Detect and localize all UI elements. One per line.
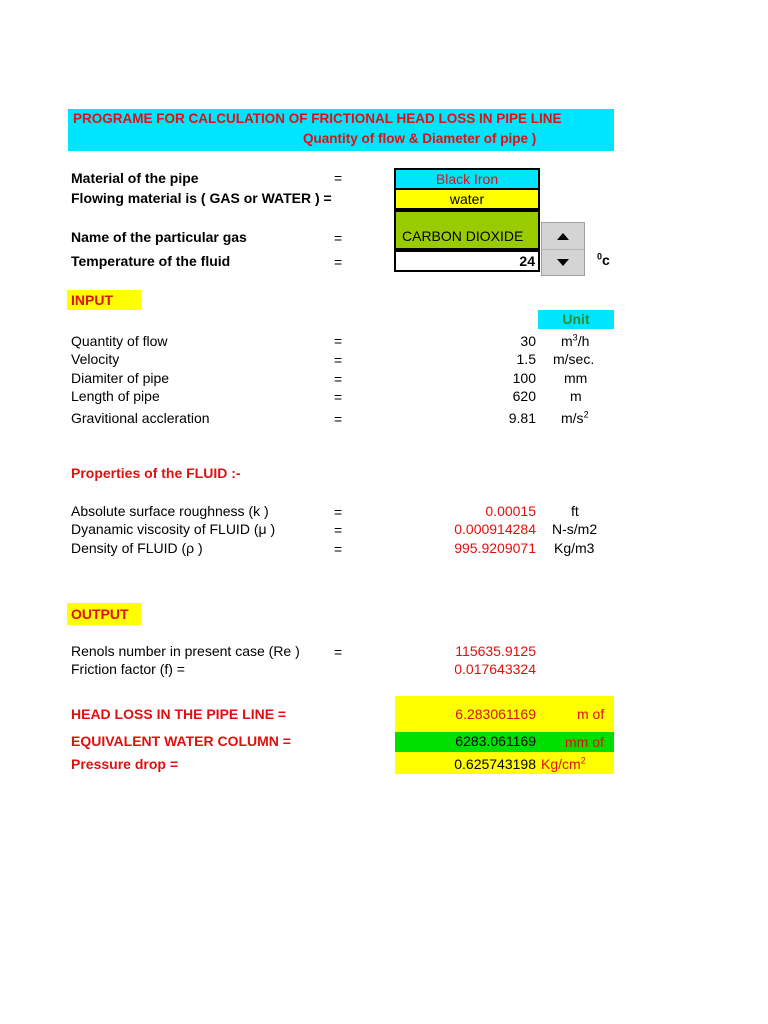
water-column-value: 6283.061169 bbox=[455, 733, 536, 749]
gas-cell[interactable] bbox=[394, 210, 540, 250]
flow-unit: $m^3/h$ bbox=[561, 332, 590, 349]
viscosity-eq: = bbox=[334, 522, 343, 538]
density-value: 995.9209071 bbox=[454, 540, 536, 556]
head-loss-label: HEAD LOSS IN THE PIPE LINE = bbox=[71, 706, 287, 722]
head-loss-value: 6.283061169 bbox=[455, 706, 536, 722]
density-unit: Kg/m3 bbox=[554, 540, 595, 556]
viscosity-unit: N-s/m2 bbox=[552, 521, 598, 537]
pressure-drop-label: Pressure drop = bbox=[71, 756, 178, 772]
viscosity-value: 0.000914284 bbox=[454, 521, 536, 537]
gravity-unit: $m/s^2$ bbox=[561, 409, 589, 426]
roughness-value: 0.00015 bbox=[485, 503, 536, 519]
friction-label: Friction factor (f) = bbox=[71, 661, 185, 677]
temperature-spinner[interactable] bbox=[541, 222, 585, 276]
temperature-unit: $^0$c bbox=[597, 251, 610, 268]
diameter-value[interactable]: 100 bbox=[512, 370, 536, 386]
length-value[interactable]: 620 bbox=[512, 388, 536, 404]
reynolds-value: 115635.9125 bbox=[455, 643, 536, 659]
friction-value: 0.017643324 bbox=[454, 661, 536, 677]
spinner-down-icon bbox=[557, 259, 569, 266]
material-label: Material of the pipe bbox=[71, 170, 199, 186]
spinner-up-button[interactable] bbox=[542, 223, 584, 250]
spinner-up-icon bbox=[557, 233, 569, 240]
reynolds-label: Renols number in present case (Re ) bbox=[71, 643, 300, 659]
diameter-unit: mm bbox=[564, 370, 588, 386]
temperature-eq: = bbox=[334, 254, 343, 270]
roughness-unit: ft bbox=[571, 503, 579, 519]
gas-value: CARBON DIOXIDE bbox=[402, 228, 524, 244]
page-subtitle: Quantity of flow & Diameter of pipe ) bbox=[303, 131, 537, 146]
gravity-eq: = bbox=[334, 411, 343, 427]
velocity-value[interactable]: 1.5 bbox=[516, 351, 536, 367]
flowing-material-input[interactable]: water bbox=[394, 188, 540, 210]
length-label: Length of pipe bbox=[71, 388, 160, 404]
flow-value[interactable]: 30 bbox=[520, 333, 536, 349]
flow-eq: = bbox=[334, 333, 343, 349]
reynolds-eq: = bbox=[334, 644, 343, 660]
input-heading: INPUT bbox=[67, 290, 141, 310]
spinner-down-button[interactable] bbox=[542, 249, 584, 275]
gravity-label: Gravitional accleration bbox=[71, 410, 210, 426]
length-eq: = bbox=[334, 389, 343, 405]
velocity-eq: = bbox=[334, 352, 343, 368]
velocity-label: Velocity bbox=[71, 351, 120, 367]
page-title: PROGRAME FOR CALCULATION OF FRICTIONAL HEAD LOSS IN PIPE LINE bbox=[73, 111, 562, 126]
temperature-input[interactable]: 24 bbox=[394, 250, 540, 272]
density-eq: = bbox=[334, 541, 343, 557]
output-heading: OUTPUT bbox=[67, 603, 141, 625]
flow-label: Quantity of flow bbox=[71, 333, 168, 349]
diameter-eq: = bbox=[334, 371, 343, 387]
density-label: Density of FLUID (ρ ) bbox=[71, 540, 203, 556]
material-eq: = bbox=[334, 170, 343, 186]
water-column-unit: mm of bbox=[565, 734, 604, 750]
water-column-label: EQUIVALENT WATER COLUMN = bbox=[71, 733, 291, 749]
flowing-material-label: Flowing material is ( GAS or WATER ) = bbox=[71, 190, 332, 206]
unit-header: Unit bbox=[538, 310, 614, 329]
velocity-unit: m/sec. bbox=[553, 351, 595, 367]
gas-name-label: Name of the particular gas bbox=[71, 229, 247, 245]
temperature-label: Temperature of the fluid bbox=[71, 253, 231, 269]
length-unit: m bbox=[570, 388, 582, 404]
roughness-label: Absolute surface roughness (k ) bbox=[71, 503, 269, 519]
material-select[interactable]: Black Iron bbox=[394, 168, 540, 190]
roughness-eq: = bbox=[334, 504, 343, 520]
gravity-value[interactable]: 9.81 bbox=[508, 410, 536, 426]
pressure-drop-value: 0.625743198 bbox=[454, 756, 536, 772]
diameter-label: Diamiter of pipe bbox=[71, 370, 170, 386]
properties-heading: Properties of the FLUID :- bbox=[71, 465, 241, 481]
pressure-drop-unit: $Kg/cm^2$ bbox=[541, 755, 586, 772]
head-loss-unit: m of bbox=[577, 706, 605, 722]
gas-eq: = bbox=[334, 230, 343, 246]
viscosity-label: Dyanamic viscosity of FLUID (μ ) bbox=[71, 521, 276, 537]
